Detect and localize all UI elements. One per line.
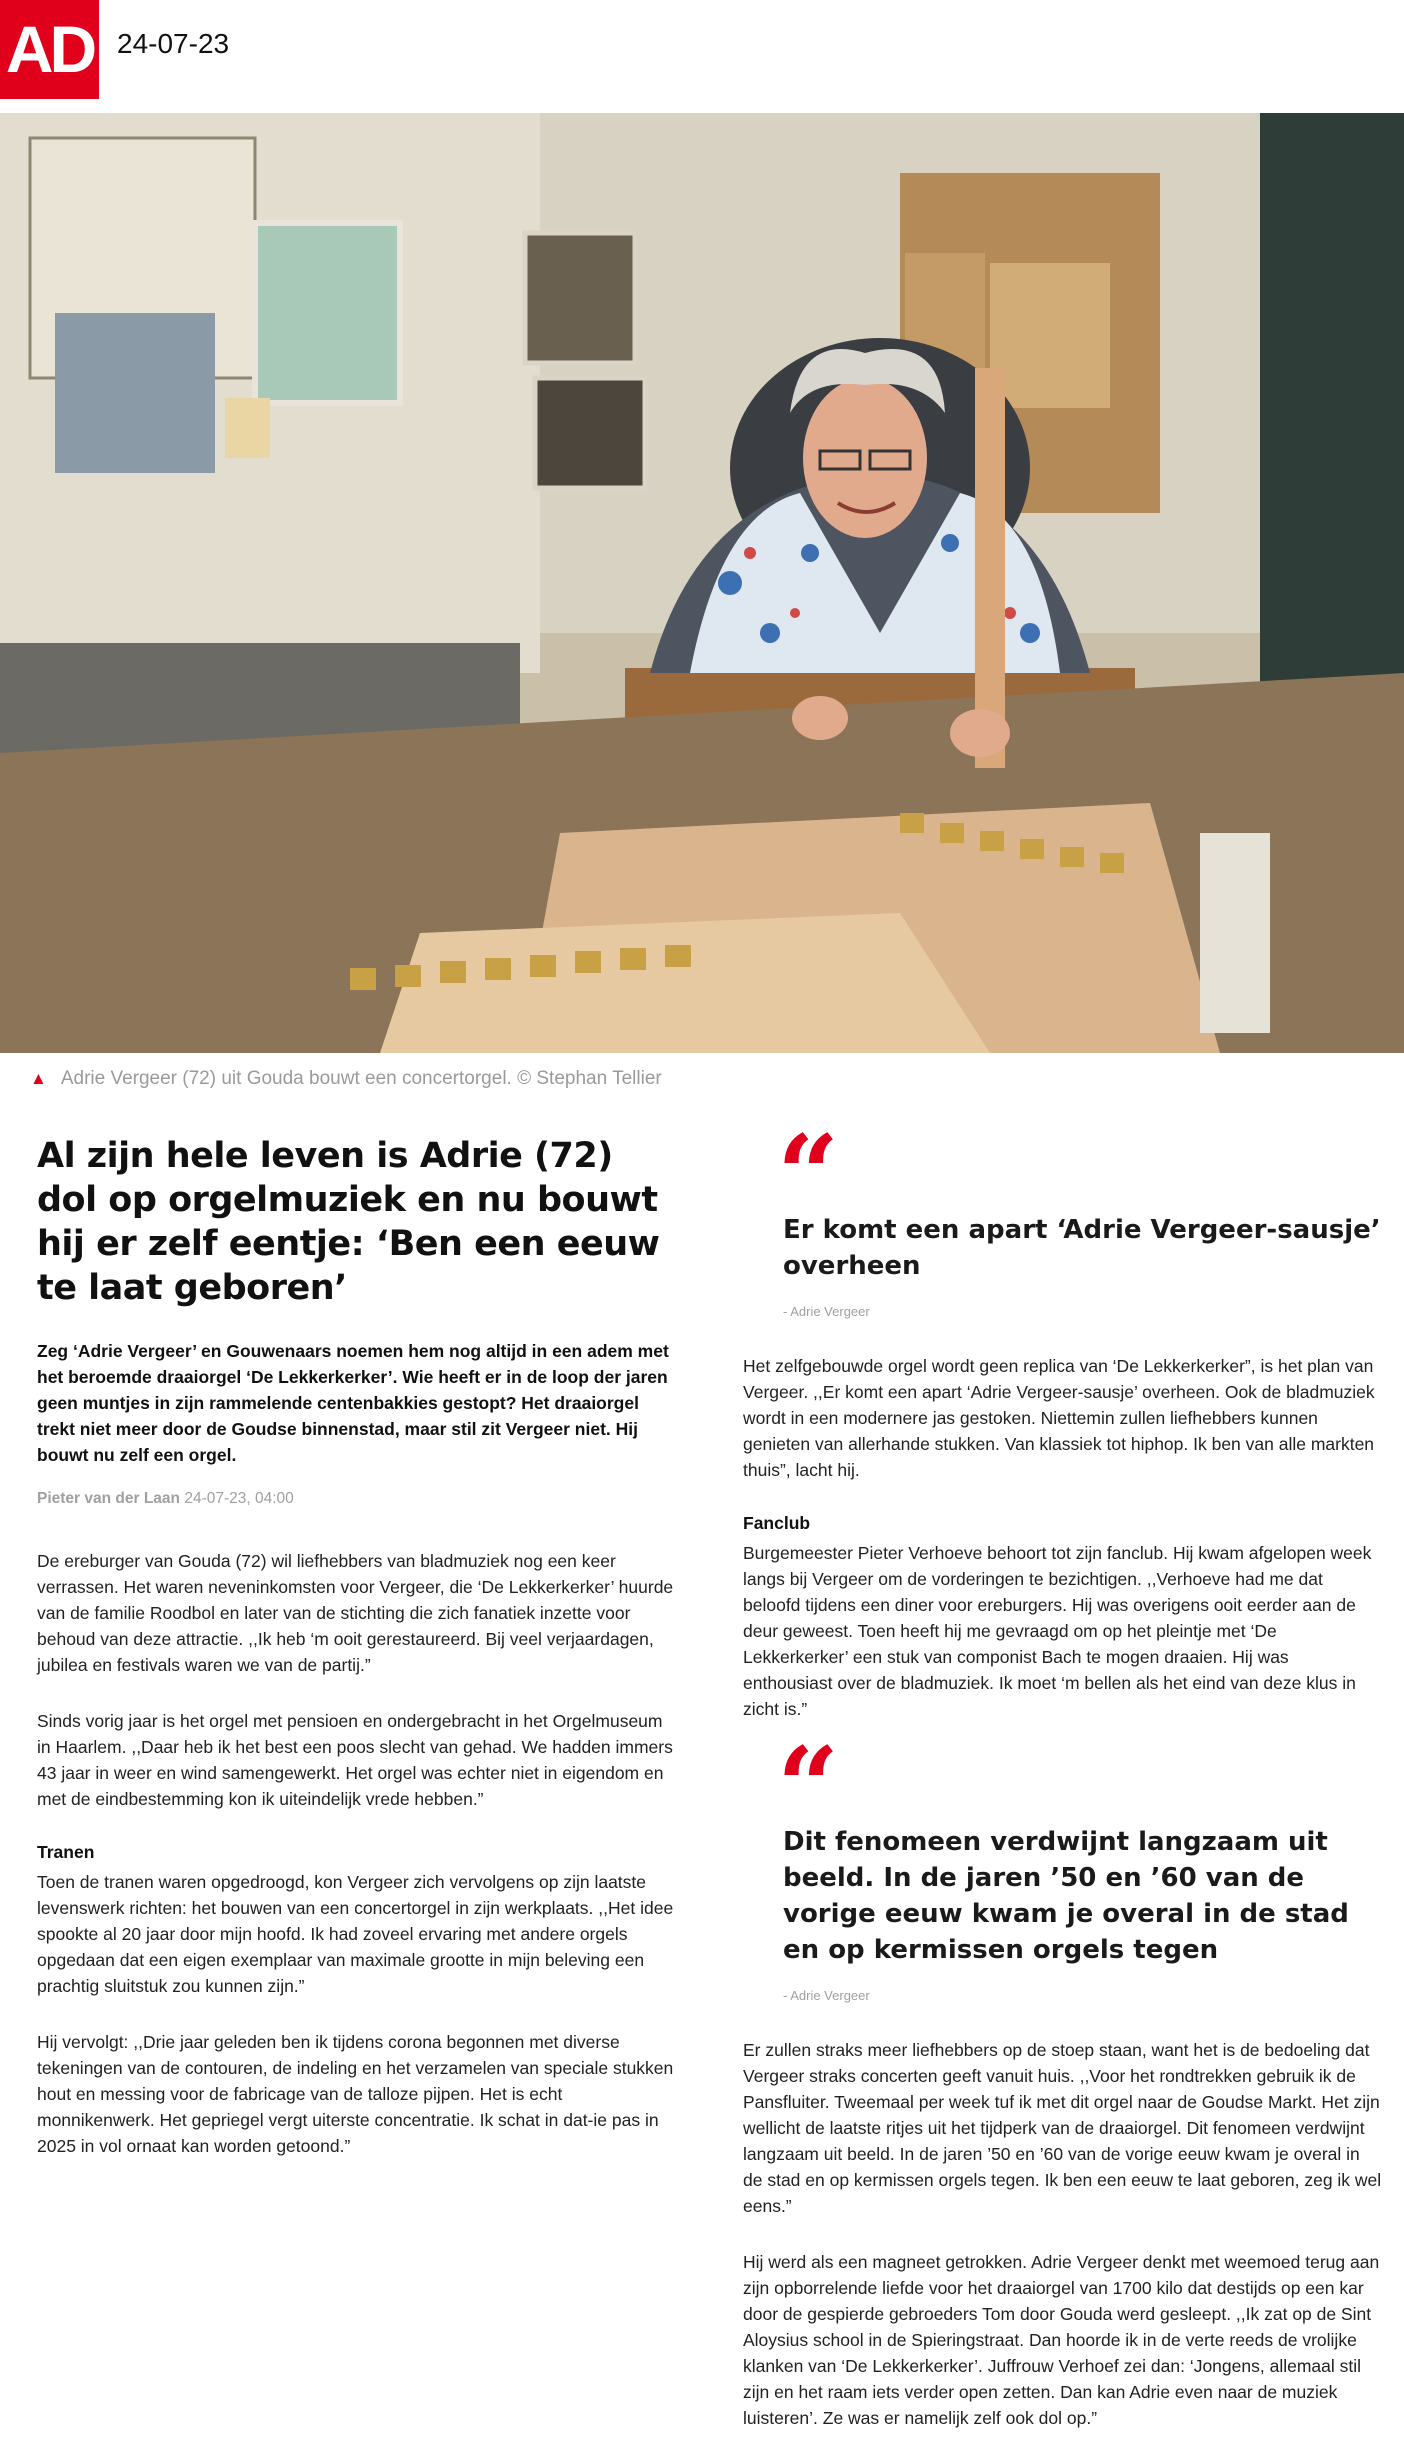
author-name[interactable]: Pieter van der Laan <box>37 1490 181 1507</box>
pull-quote-1 <box>743 1112 1383 1319</box>
quote-author: - Adrie Vergeer <box>783 1304 870 1319</box>
pull-quote-2 <box>743 1724 1383 2003</box>
quote-icon: “ <box>777 1112 826 1238</box>
edition-date: 24-07-23 <box>117 28 230 59</box>
subheading-tranen: Tranen <box>37 1842 95 1862</box>
paragraph-5: Het zelfgebouwde orgel wordt geen replica van ‘De Lekkerkerker”, is het plan van Vergeer. ,,Er komt een apart ‘Adrie Vergeer-sausje’ overheen. Ook de bladmuziek wordt in een modernere jas gestoken. Niettemin zullen liefhebbers kunnen genieten van allerhande stukken. Van klassiek tot hiphop. Ik ben van alle markten thuis”, lacht hij. <box>743 1356 1375 1480</box>
caption-text: Adrie Vergeer (72) uit Gouda bouwt een concertorgel. © Stephan Tellier <box>60 1068 662 1089</box>
paragraph-6: Burgemeester Pieter Verhoeve behoort tot zijn fanclub. Hij kwam afgelopen week langs bij Vergeer om de vorderingen te bezichtigen. ,,Verhoeve had me dat beloofd tijdens een diner voor ereburgers. Hij was overigens ooit eerder aan de deur geweest. Toen heeft hij me gevraagd om op het pleintje met ‘De Lekkerkerker’ een stuk van componist Bach te mogen draaien. Hij was enthousiast over de bladmuziek. Ik moet ‘m bellen als het eind van deze klus in zicht is.” <box>743 1543 1372 1719</box>
paragraph-7: Er zullen straks meer liefhebbers op de stoep staan, want het is de bedoeling dat Vergeer straks concerten geeft vanuit huis. ,,Voor het rondtrekken gebruik ik de Pansfluiter. Tweemaal per week tuf ik met dit orgel naar de Goudse Markt. Het zijn wellicht de laatste ritjes uit het tijdperk van de draaiorgel. Dit fenomeen verdwijnt langzaam uit beeld. In de jaren ’50 en ’60 van de vorige eeuw kwam je overal in de stad en op kermissen orgels tegen. Ik ben een eeuw te laat geboren, zeg ik wel eens.” <box>743 2040 1382 2216</box>
article-lead: Zeg ‘Adrie Vergeer’ en Gouwenaars noemen hem nog altijd in een adem met het beroemde draaiorgel ‘De Lekkerkerker’. Wie heeft er in de loop der jaren geen muntjes in zijn rammelende centenbakkies gestopt? Het draaiorgel trekt niet meer door de Goudse binnenstad, maar stil zit Vergeer niet. Hij bouwt nu zelf een orgel. <box>37 1341 669 1465</box>
article-right-column <box>743 1112 1383 2461</box>
paragraph-3: Toen de tranen waren opgedroogd, kon Vergeer zich vervolgens op zijn laatste levenswerk richten: het bouwen van een concertorgel in zijn werkplaats. ,,Het idee spookte al 20 jaar door mijn hoofd. Ik had zoveel ervaring met andere orgels opgedaan dat een eigen exemplaar van maximale grootte in mijn beleving een prachtig sluitstuk zou kunnen zijn.” <box>37 1872 674 1996</box>
quote-author: - Adrie Vergeer <box>783 1988 870 2003</box>
article-left-column <box>37 1134 677 2189</box>
ad-logo[interactable]: AD <box>0 0 99 99</box>
article-headline: Al zijn hele leven is Adrie (72) dol op orgelmuziek en nu bouwt hij er zelf eentje: ‘Ben een eeuw te laat geboren’ <box>37 1136 660 1308</box>
quote-text: Er komt een apart ‘Adrie Vergeer-sausje’ overheen <box>783 1215 1381 1281</box>
subheading-fanclub: Fanclub <box>743 1513 811 1533</box>
paragraph-1: De ereburger van Gouda (72) wil liefhebbers van bladmuziek nog een keer verrassen. Het waren neveninkomsten voor Vergeer, die ‘De Lekkerkerker’ huurde van de familie Roodbol en later van de stichting die zich fanatiek inzette voor behoud van deze attractie. ,,Ik heb ‘m ooit gerestaureerd. Bij veel verjaardagen, jubilea en festivals waren we van de partij.” <box>37 1551 674 1675</box>
byline <box>37 1490 677 1508</box>
quote-text: Dit fenomeen verdwijnt langzaam uit beeld. In de jaren ’50 en ’60 van de vorige eeuw kwam je overal in de stad en op kermissen orgels tegen <box>783 1827 1349 1965</box>
caption-triangle-icon: ▲ <box>30 1069 47 1088</box>
paragraph-8: Hij werd als een magneet getrokken. Adrie Vergeer denkt met weemoed terug aan zijn opborrelende liefde voor het draaiorgel van 1700 kilo dat destijds op een kar door de gespierde gebroeders Tom door Gouda werd gesleept. ,,Ik zat op de Sint Aloysius school in de Spieringstraat. Dan hoorde ik in de verte reeds de vrolijke klanken van ‘De Lekkerkerker’. Juffrouw Verhoef zei dan: ‘Jongens, allemaal stil zijn en het raam iets verder open zetten. Dan kan Adrie even naar de muziek luisteren’. Ze was er namelijk zelf ook dol op.” <box>743 2252 1380 2428</box>
publish-date: 24-07-23, 04:00 <box>184 1490 294 1507</box>
quote-icon: “ <box>777 1724 826 1850</box>
photo-caption <box>30 1068 662 1090</box>
paragraph-4: Hij vervolgt: ,,Drie jaar geleden ben ik tijdens corona begonnen met diverse tekeningen van de contouren, de indeling en het verzamelen van speciale stukken hout en messing voor de fabricage van de talloze pijpen. Het is echt monnikenwerk. Het gepriegel vergt uiterste concentratie. Ik schat in dat-ie pas in 2025 in vol ornaat kan worden getoond.” <box>37 2032 674 2156</box>
paragraph-2: Sinds vorig jaar is het orgel met pensioen en ondergebracht in het Orgelmuseum in Haarlem. ,,Daar heb ik het best een poos slecht van gehad. We hadden immers 43 jaar in weer en wind samengewerkt. Het orgel was echter niet in eigendom en met de eindbestemming kon ik uiteindelijk vrede hebben.” <box>37 1711 673 1809</box>
article-photo <box>0 113 1404 1053</box>
